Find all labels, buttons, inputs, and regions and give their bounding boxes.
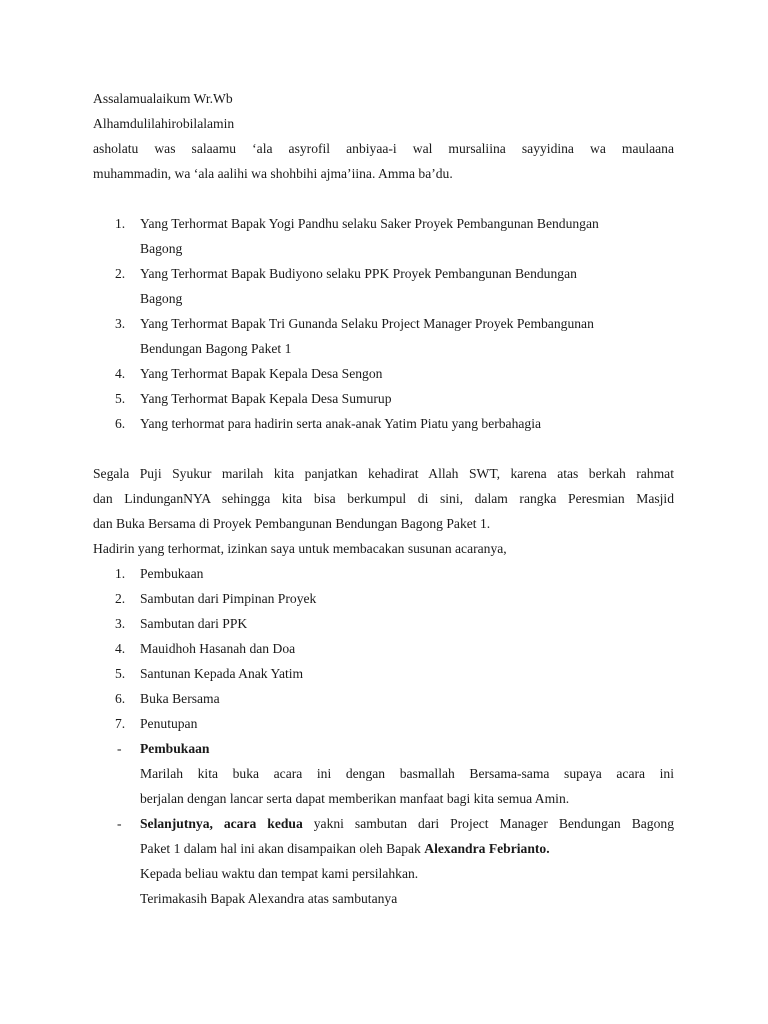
shalawat-line-1: asholatu was salaamu ‘ala asyrofil anbiyaa-i wal mursaliina sayyidina wa maulaana — [93, 141, 674, 156]
agenda-label: Santunan Kepada Anak Yatim — [140, 666, 304, 681]
speaker-name: Alexandra Febrianto. — [424, 841, 550, 856]
agenda-item — [93, 561, 674, 586]
section-line: Kepada beliau waktu dan tempat kami persilahkan. — [140, 866, 419, 881]
agenda-label: Sambutan dari PPK — [140, 616, 248, 631]
greeting-text: Yang Terhormat Bapak Budiyono selaku PPK Proyek Pembangunan Bendungan — [140, 266, 577, 281]
agenda-item — [93, 611, 674, 636]
list-number: 2. — [115, 591, 126, 606]
section-line — [140, 836, 674, 861]
section-pembukaan — [93, 736, 674, 811]
section-line — [140, 811, 674, 836]
agenda-label: Sambutan dari Pimpinan Proyek — [140, 591, 317, 606]
section-acara-kedua — [93, 811, 674, 911]
list-number: 5. — [115, 666, 126, 681]
greeting-item — [93, 386, 674, 411]
greeting-item — [93, 411, 674, 436]
bullet-dash: - — [117, 816, 122, 831]
greeting-item — [93, 311, 674, 361]
list-number: 7. — [115, 716, 126, 731]
shalawat-line-2: muhammadin, wa ‘ala aalihi wa shohbihi ajma’iina. Amma ba’du. — [93, 166, 453, 181]
shalawat-paragraph — [93, 136, 674, 186]
greeting-text: Yang Terhormat Bapak Kepala Desa Sengon — [140, 366, 383, 381]
agenda-item — [93, 636, 674, 661]
section-lead-rest: yakni sambutan dari Project Manager Bendungan Bagong — [302, 816, 674, 831]
greeting-text: Bendungan Bagong Paket 1 — [140, 341, 292, 356]
document-body — [93, 86, 674, 911]
list-number: 1. — [115, 566, 126, 581]
bullet-dash: - — [117, 741, 122, 756]
agenda-label: Penutupan — [140, 716, 198, 731]
list-number: 2. — [115, 266, 126, 281]
greeting-text: Yang Terhormat Bapak Kepala Desa Sumurup — [140, 391, 392, 406]
section-pembukaan-text — [140, 761, 674, 811]
agenda-label: Mauidhoh Hasanah dan Doa — [140, 641, 296, 656]
greeting-item — [93, 211, 674, 261]
greeting-text: Bagong — [140, 291, 183, 306]
section-lead-bold: Selanjutnya, acara kedua — [140, 816, 303, 831]
section-line: berjalan dengan lancar serta dapat memberikan manfaat bagi kita semua Amin. — [140, 791, 570, 806]
intro-paragraph — [93, 461, 674, 536]
list-number: 4. — [115, 641, 126, 656]
greeting-item — [93, 261, 674, 311]
greeting-text: Bagong — [140, 241, 183, 256]
agenda-label: Pembukaan — [140, 566, 204, 581]
agenda-label: Buka Bersama — [140, 691, 220, 706]
agenda-item — [93, 686, 674, 711]
intro-line: Segala Puji Syukur marilah kita panjatkan kehadirat Allah SWT, karena atas berkah rahmat — [93, 466, 674, 481]
greeting-item — [93, 361, 674, 386]
intro-line: dan LindunganNYA sehingga kita bisa berkumpul di sini, dalam rangka Peresmian Masjid — [93, 491, 674, 506]
section-kedua-text — [140, 811, 674, 861]
agenda-item — [93, 711, 674, 736]
list-number: 3. — [115, 316, 126, 331]
greeting-text: Yang Terhormat Bapak Yogi Pandhu selaku Saker Proyek Pembangunan Bendungan — [140, 216, 599, 231]
section-line2-start: Paket 1 dalam hal ini akan disampaikan oleh Bapak — [140, 841, 425, 856]
agenda-list — [93, 561, 674, 736]
list-number: 4. — [115, 366, 126, 381]
list-number: 5. — [115, 391, 126, 406]
greeting-text: Yang terhormat para hadirin serta anak-anak Yatim Piatu yang berbahagia — [140, 416, 542, 431]
agenda-item — [93, 586, 674, 611]
section-line: Terimakasih Bapak Alexandra atas sambutanya — [140, 891, 398, 906]
agenda-item — [93, 661, 674, 686]
section-line: Marilah kita buka acara ini dengan basmallah Bersama-sama supaya acara ini — [140, 766, 674, 781]
hamdalah-line: Alhamdulilahirobilalamin — [93, 116, 235, 131]
list-number: 6. — [115, 691, 126, 706]
greetings-list — [93, 211, 674, 436]
greeting-text: Yang Terhormat Bapak Tri Gunanda Selaku Project Manager Proyek Pembangunan — [140, 316, 594, 331]
agenda-intro: Hadirin yang terhormat, izinkan saya untuk membacakan susunan acaranya, — [93, 541, 507, 556]
intro-line: dan Buka Bersama di Proyek Pembangunan Bendungan Bagong Paket 1. — [93, 516, 491, 531]
list-number: 6. — [115, 416, 126, 431]
list-number: 3. — [115, 616, 126, 631]
list-number: 1. — [115, 216, 126, 231]
section-heading: Pembukaan — [140, 741, 210, 756]
salam-line: Assalamualaikum Wr.Wb — [93, 91, 233, 106]
